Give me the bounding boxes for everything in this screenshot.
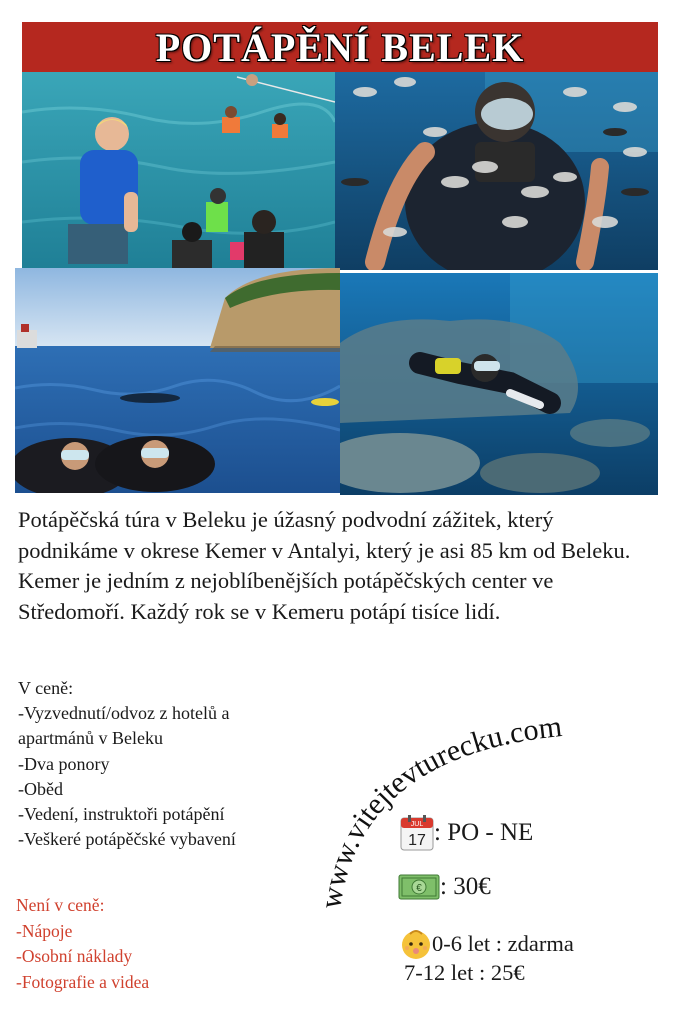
included-item: -Veškeré potápěčské vybavení (18, 829, 236, 850)
svg-text:€: € (416, 883, 422, 894)
svg-text:17: 17 (408, 832, 426, 849)
excluded-item: -Osobní náklady (16, 946, 133, 966)
included-item: -Vyzvednutí/odvoz z hotelů a (18, 703, 230, 724)
snorkeling-photo (22, 72, 335, 270)
price-text: : 30€ (440, 873, 491, 900)
kids-row (400, 928, 574, 960)
coast-divers-photo (15, 268, 340, 493)
included-item: -Vedení, instruktoři potápění (18, 804, 225, 825)
excluded-item: -Nápoje (16, 920, 73, 941)
days-row (400, 815, 533, 851)
kids-row-2 (404, 960, 525, 986)
included-item: -Oběd (18, 778, 63, 799)
money-icon (398, 872, 440, 902)
website-url[interactable]: www.vitejtevturecku.com (314, 710, 564, 912)
included-item: apartmánů v Beleku (18, 728, 163, 749)
excluded-list (16, 893, 316, 995)
diver-rocks-photo (340, 273, 658, 495)
svg-text:JUL: JUL (410, 821, 424, 828)
included-item: -Dva ponory (18, 753, 110, 774)
kids-free-text: 0-6 let : zdarma (432, 931, 574, 956)
included-list (18, 676, 318, 852)
included-heading: V ceně: (18, 678, 74, 698)
diver-with-fish-photo (335, 72, 658, 270)
page-title: POTÁPĚNÍ BELEK (155, 24, 525, 70)
excluded-item: -Fotografie a videa (16, 971, 150, 992)
baby-icon (400, 928, 432, 960)
title-banner (22, 22, 658, 72)
price-row (398, 872, 491, 902)
calendar-icon (400, 815, 434, 851)
excluded-heading: Není v ceně: (16, 895, 105, 915)
days-text: : PO - NE (434, 819, 534, 846)
kids-price-text: 7-12 let : 25€ (404, 960, 525, 985)
description-text: Potápěčská túra v Beleku je úžasný podvodní zážitek, který podnikáme v okrese Kemer v Antalyi, který je asi 85 km od Beleku. Kemer je jedním z nejoblíbenějších potápěčských center ve Středomoří. Každý rok se v Kemeru potápí tisíce lidí. (18, 507, 631, 624)
